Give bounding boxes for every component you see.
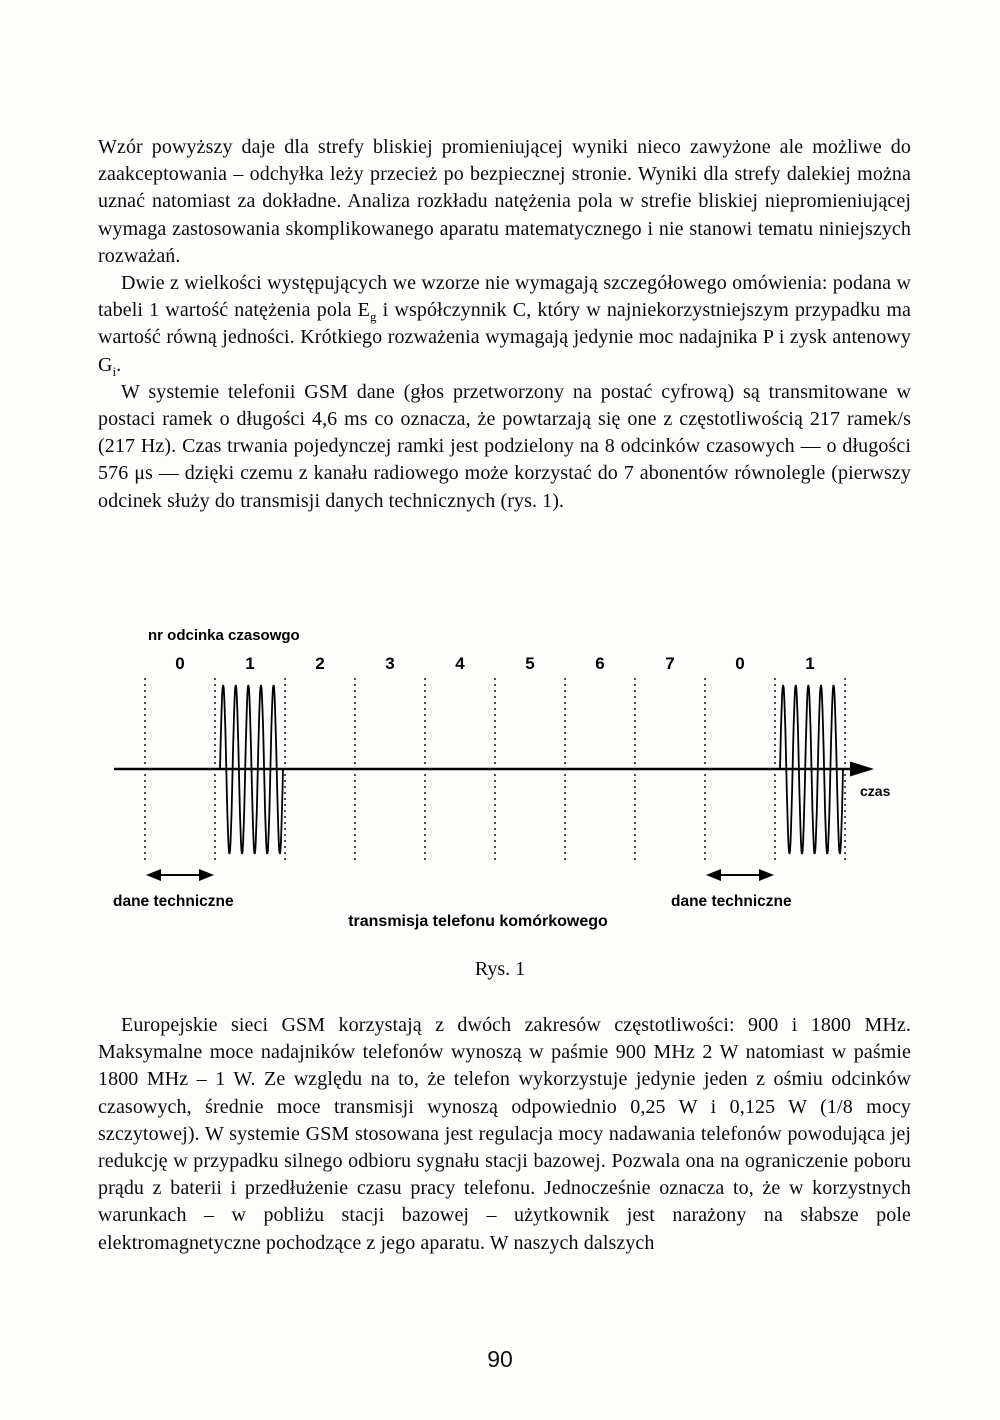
arrowhead-right (199, 869, 214, 881)
right-span-marker (671, 869, 792, 910)
slot-number: 6 (595, 654, 605, 673)
subscript-g: g (369, 309, 377, 325)
slot-number: 2 (315, 654, 325, 673)
paragraph-gsm-frames: W systemie telefonii GSM dane (głos przetworzony na postać cyfrową) są transmitowane w postaci ramek o długości 4,6 ms co oznacza, że powtarzają się one z częstotliwością 217 ramek/s (217 Hz). Czas trwania pojedynczej ramki jest podzielony na 8 odcinków czasowych — o długości 576 μs — dzięki czemu z kanału radiowego może korzystać do 7 abonentów równolegle (pierwszy odcinek służy do transmisji danych technicznych (rys. 1). (98, 380, 911, 512)
subscript-i: i (112, 363, 117, 379)
slot-number: 1 (245, 654, 255, 673)
paragraph-gsm-power: Europejskie sieci GSM korzystają z dwóch zakresów częstotliwości: 900 i 1800 MHz. Maksymalne moce nadajników telefonów wynoszą w paśmie 900 MHz 2 W natomiast w paśmie 1800 MHz – 1 W. Ze względu na to, że telefon wykorzystuje jedynie jeden z ośmiu odcinków czasowych, średnie moce transmisji wynoszą odpowiednio 0,25 W i 0,125 W (1/8 mocy szczytowej). W systemie GSM stosowana jest regulacja mocy nadawania telefonów powodująca jej redukcję w przypadku silnego odbioru sygnału stacji bazowej. Pozwala ona na ograniczenie poboru prądu z baterii i przedłużenie czasu pracy telefonu. Jednocześnie oznacza to, że w korzystnych warunkach – w pobliżu stacji bazowej – użytkownik jest narażony na słabsze pole elektromagnetyczne pochodzące z jego aparatu. W naszych dalszych (98, 1014, 911, 1254)
arrowhead-right (759, 869, 774, 881)
figure-title: nr odcinka czasowgo (148, 627, 300, 644)
slot-number: 4 (455, 654, 465, 673)
slot-number-labels (175, 654, 814, 673)
slot-number: 7 (665, 654, 675, 673)
time-axis-label: czas (860, 783, 891, 799)
text-block-bottom (98, 1012, 911, 1257)
right-marker-label: dane techniczne (671, 893, 792, 910)
arrowhead-left (706, 869, 721, 881)
paragraph-near-field: Wzór powyższy daje dla strefy bliskiej promieniującej wyniki nieco zawyżone ale możliwe do zaakceptowania – odchyłka leży przecież po bezpiecznej stronie. Wyniki dla strefy dalekiej można uznać natomiast za dokładne. Analiza rozkładu natężenia pola w strefie bliskiej niepromieniującej wymaga zastosowania skomplikowanego aparatu matematycznego i nie stanowi tematu niniejszych rozważań. (98, 136, 911, 267)
time-axis-arrowhead (850, 762, 874, 777)
slot-number: 0 (175, 654, 185, 673)
timeslot-diagram (0, 612, 1000, 962)
slot-number: 3 (385, 654, 395, 673)
time-axis (114, 762, 891, 800)
slot-number: 1 (805, 654, 815, 673)
arrowhead-left (146, 869, 161, 881)
page-number: 90 (487, 1346, 513, 1372)
paragraph-quantities-text-3: . (116, 353, 122, 376)
text-block-top (98, 134, 911, 515)
paragraph-quantities-text-2: i współczynnik C, który w najniekorzystniejszym przypadku ma wartość równą jedności. Krótkiego rozważenia wymagają jedynie moc nadajnika P i zysk antenowy G (98, 299, 911, 376)
figure-caption: Rys. 1 (474, 958, 526, 980)
figure-rys-1 (0, 612, 1000, 962)
left-span-marker (113, 869, 234, 910)
paragraph-quantities-text-1: Dwie z wielkości występujących we wzorze nie wymagają szczegółowego omówienia: podana w tabeli 1 wartość natężenia pola E (98, 272, 911, 322)
left-marker-label: dane techniczne (113, 893, 234, 910)
figure-bottom-label: transmisja telefonu komórkowego (348, 913, 608, 930)
paragraph-quantities (98, 270, 911, 379)
slot-number: 5 (525, 654, 535, 673)
slot-number: 0 (735, 654, 745, 673)
